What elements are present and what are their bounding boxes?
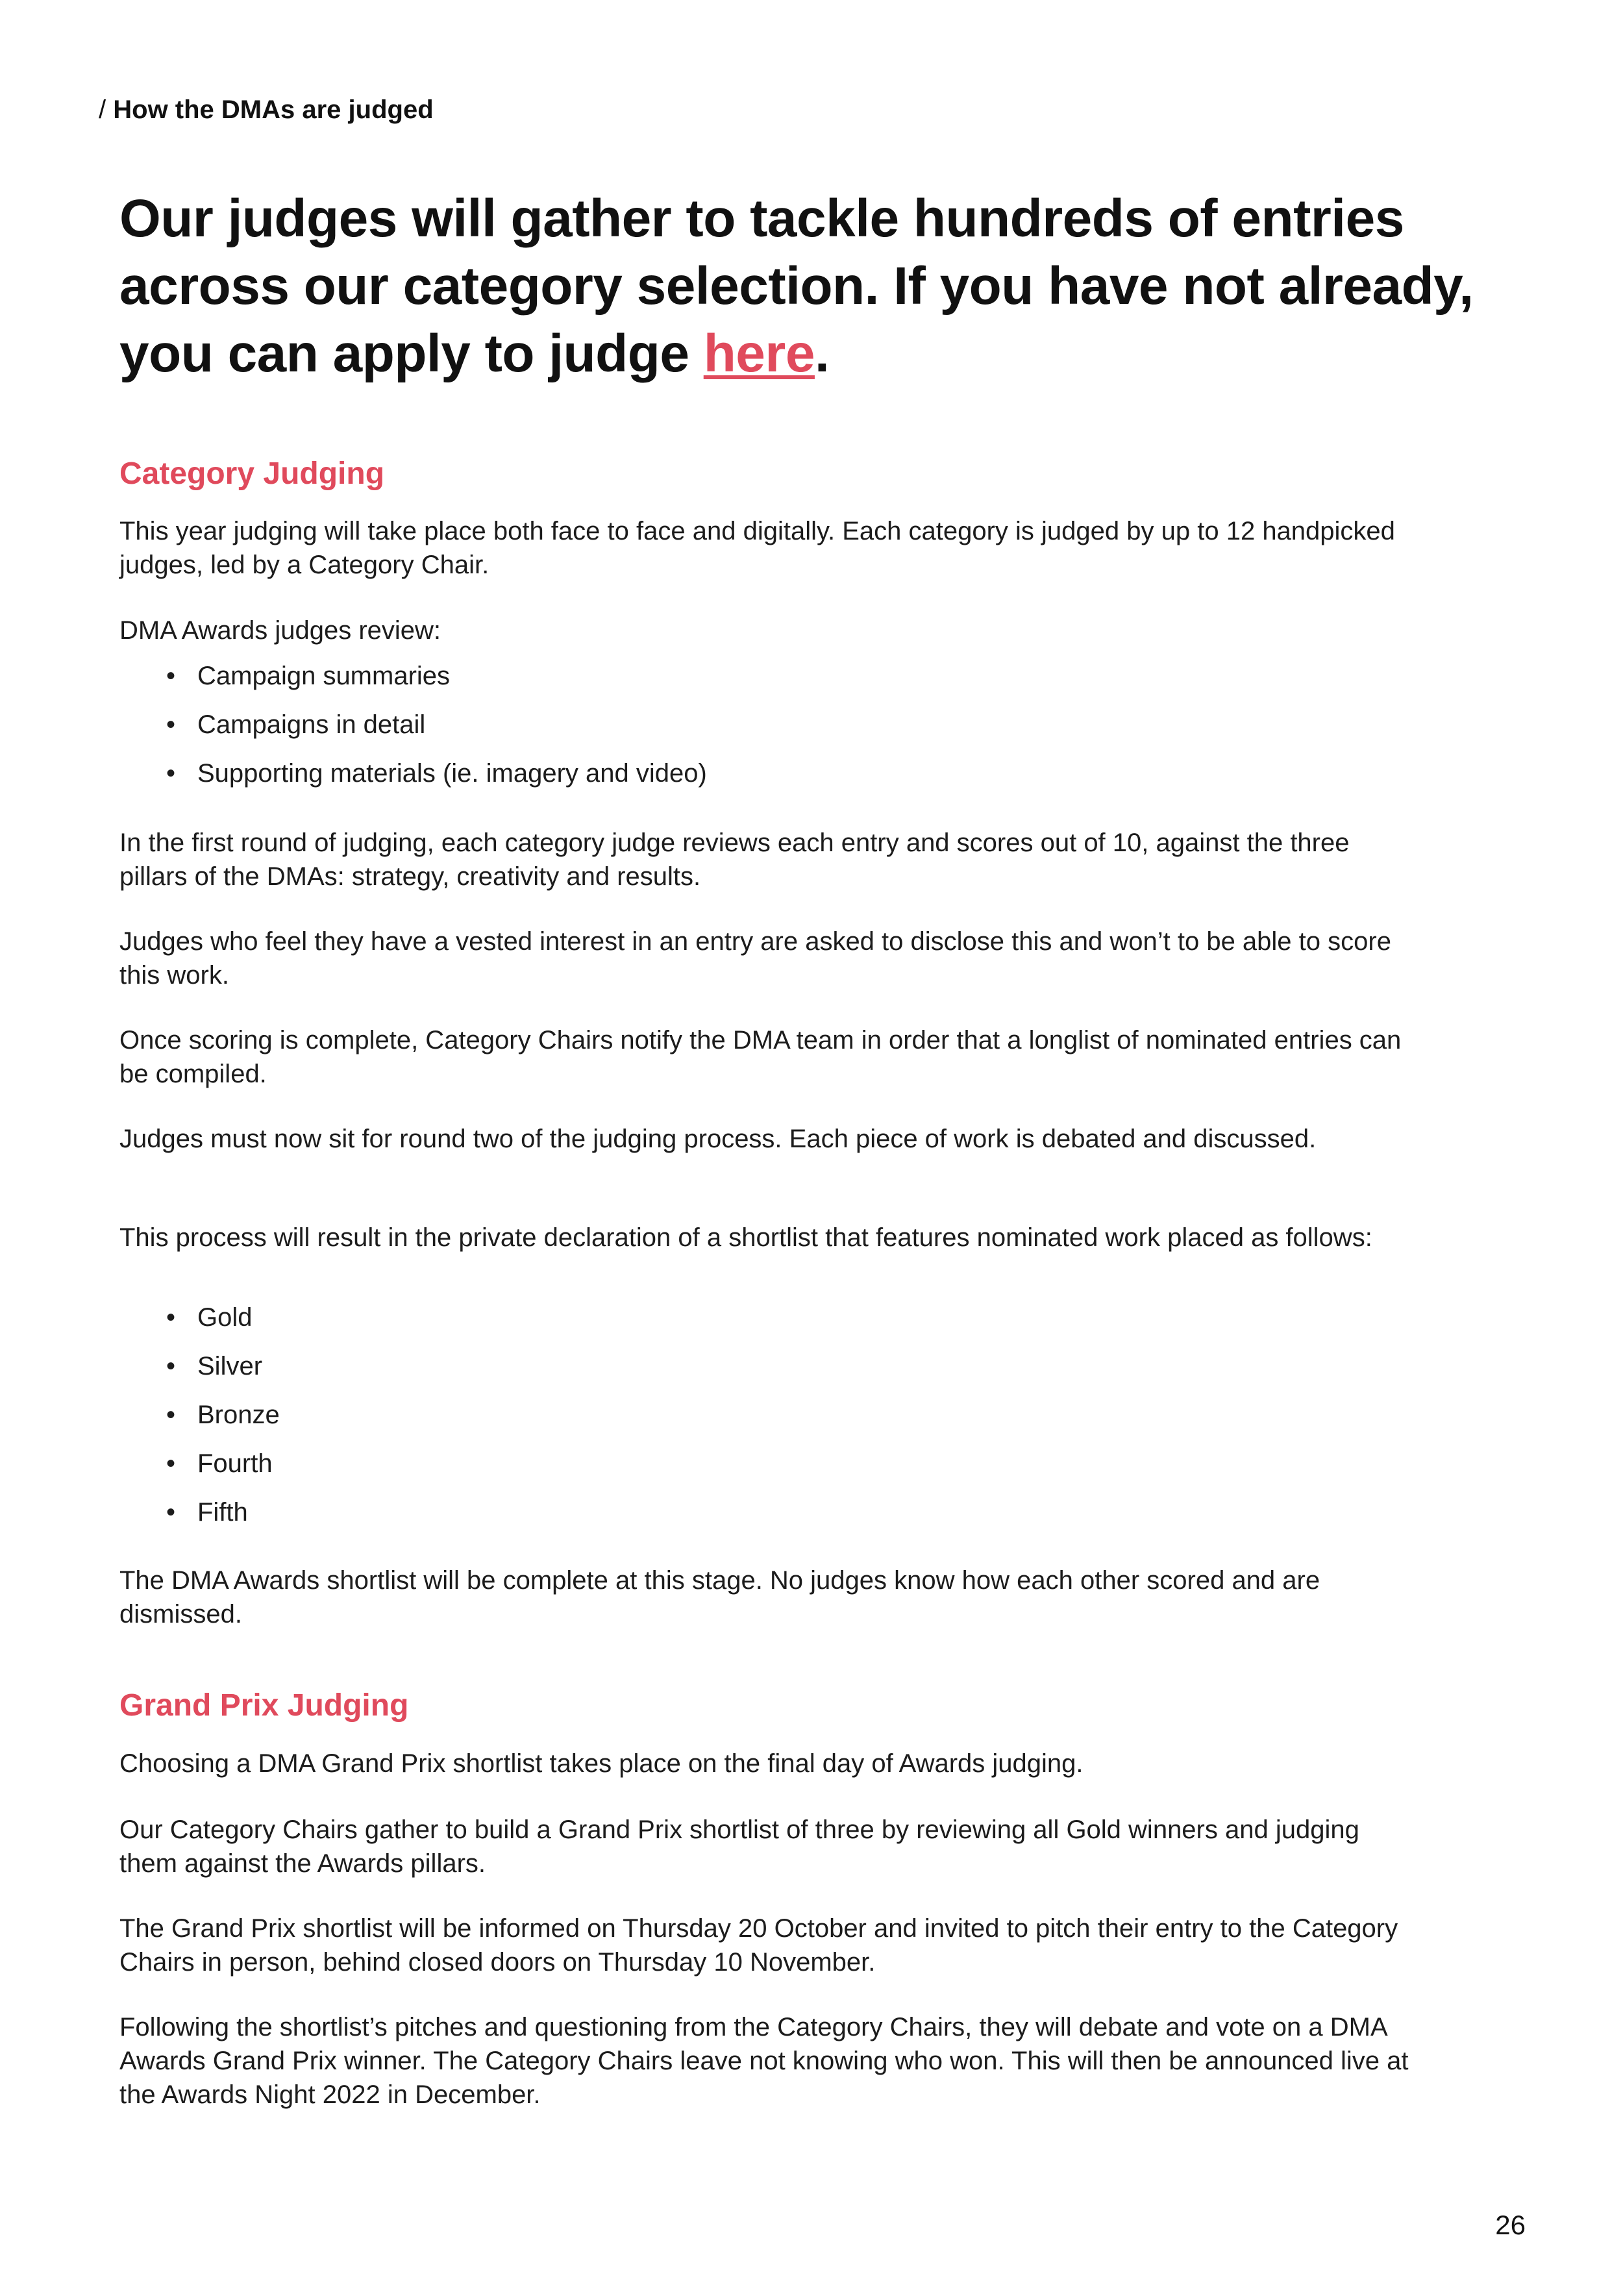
bullet-icon: • xyxy=(166,1498,176,1527)
bullet-icon: • xyxy=(166,1352,176,1380)
category-judging-title: Category Judging xyxy=(119,456,385,491)
grand-prix-paragraph-2: Our Category Chairs gather to build a Grand Prix shortlist of three by reviewing all Gold winners and judging them against the Awards pillars. xyxy=(119,1816,1359,1878)
apply-to-judge-link[interactable]: here xyxy=(703,324,815,383)
list-item: • Fifth xyxy=(119,1488,280,1537)
list-item: • Silver xyxy=(119,1342,280,1391)
bullet-icon: • xyxy=(166,759,176,788)
placement-list xyxy=(119,1293,280,1537)
review-label: DMA Awards judges review: xyxy=(119,616,441,645)
list-item: • Campaigns in detail xyxy=(119,701,707,749)
bullet-icon: • xyxy=(166,1449,176,1478)
list-item: • Fourth xyxy=(119,1440,280,1488)
grand-prix-paragraph-1: Choosing a DMA Grand Prix shortlist takes place on the final day of Awards judging. xyxy=(119,1749,1084,1778)
list-item: • Supporting materials (ie. imagery and video) xyxy=(119,749,707,798)
bullet-icon: • xyxy=(166,1401,176,1429)
list-item: • Gold xyxy=(119,1293,280,1342)
category-judging-intro: This year judging will take place both face to face and digitally. Each category is judged by up to 12 handpicked judges, led by a Category Chair. xyxy=(119,517,1395,579)
vested-interest-paragraph: Judges who feel they have a vested interest in an entry are asked to disclose this and won’t to be able to score this work. xyxy=(119,927,1391,990)
round-two-paragraph: Judges must now sit for round two of the judging process. Each piece of work is debated and discussed. xyxy=(119,1125,1317,1153)
shortlist-complete-paragraph: The DMA Awards shortlist will be complete at this stage. No judges know how each other scored and are dismissed. xyxy=(119,1566,1320,1628)
grand-prix-judging-title: Grand Prix Judging xyxy=(119,1688,409,1723)
scoring-complete-paragraph: Once scoring is complete, Category Chairs notify the DMA team in order that a longlist of nominated entries can be compiled. xyxy=(119,1026,1402,1088)
bullet-icon: • xyxy=(166,662,176,690)
grand-prix-paragraph-4: Following the shortlist’s pitches and questioning from the Category Chairs, they will debate and vote on a DMA Awards Grand Prix winner. The Category Chairs leave not knowing who won. This will then be announced live at the Awards Night 2022 in December. xyxy=(119,2013,1409,2109)
breadcrumb-label: How the DMAs are judged xyxy=(113,95,434,124)
list-item: • Bronze xyxy=(119,1391,280,1440)
grand-prix-paragraph-3: The Grand Prix shortlist will be informed on Thursday 20 October and invited to pitch their entry to the Category Chairs in person, behind closed doors on Thursday 10 November. xyxy=(119,1914,1398,1977)
breadcrumb-separator: / xyxy=(99,95,106,124)
page-headline xyxy=(119,185,1515,388)
shortlist-intro-paragraph: This process will result in the private declaration of a shortlist that features nominated work placed as follows: xyxy=(119,1223,1372,1252)
bullet-icon: • xyxy=(166,710,176,739)
list-item: • Campaign summaries xyxy=(119,652,707,701)
bullet-icon: • xyxy=(166,1303,176,1332)
page-number: 26 xyxy=(1495,2210,1526,2240)
headline-period: . xyxy=(814,324,830,383)
first-round-paragraph: In the first round of judging, each category judge reviews each entry and scores out of 10, against the three pillars of the DMAs: strategy, creativity and results. xyxy=(119,829,1350,891)
headline-text: Our judges will gather to tackle hundreds of entries across our category selection. If you have not already, you can apply to judge xyxy=(119,189,1474,383)
review-list xyxy=(119,652,707,798)
breadcrumb xyxy=(99,92,434,127)
